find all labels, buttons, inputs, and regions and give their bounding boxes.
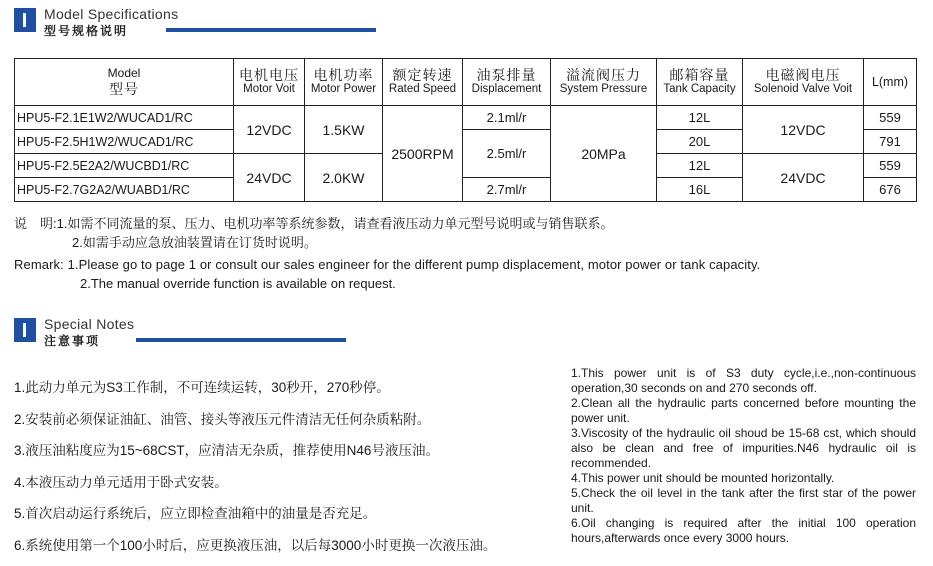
cell-length: 676	[864, 178, 917, 202]
list-item: 2.Clean all the hydraulic parts concerned before mounting the power unit.	[571, 396, 916, 425]
list-item: 3.液压油粘度应为15~68CST，应清洁无杂质，推荐使用N46号液压油。	[14, 443, 439, 458]
section-rule	[166, 28, 376, 32]
cell-system-pressure: 20MPa	[551, 106, 657, 202]
table-header-row	[15, 59, 917, 106]
list-item: 5.首次启动运行系统后，应立即检查油箱中的油量是否充足。	[14, 506, 377, 521]
cell-tank-capacity: 16L	[657, 178, 743, 202]
remark-en-label: Remark:	[14, 257, 64, 272]
cell-tank-capacity: 12L	[657, 106, 743, 130]
remark-cn-1: 说 明:1.如需不同流量的泵、压力、电机功率等系统参数，请查看液压动力单元型号说明或与销售联系。	[14, 216, 614, 231]
cell-displacement: 2.7ml/r	[463, 178, 551, 202]
header-length: L(mm)	[864, 59, 917, 106]
cell-length: 559	[864, 106, 917, 130]
header-motor-voltage: 电机电压 Motor Voit	[234, 59, 305, 106]
list-item: 1.This power unit is of S3 duty cycle,i.e.,non-continuous operation,30 seconds on and 270 seconds off.	[571, 366, 916, 395]
cell-motor-voltage: 12VDC	[234, 106, 305, 154]
header-motor-power: 电机功率 Motor Power	[305, 59, 383, 106]
notes-en-list	[571, 366, 916, 546]
specs-title-en: Model Specifications	[44, 6, 179, 22]
cell-displacement: 2.5ml/r	[463, 130, 551, 178]
section-marker-icon	[14, 318, 36, 342]
cell-model: HPU5-F2.1E1W2/WUCAD1/RC	[15, 106, 234, 130]
list-item: 2.安装前必须保证油缸、油管、接头等液压元件清洁无任何杂质粘附。	[14, 411, 431, 427]
remark-cn-2: 2.如需手动应急放油装置请在订货时说明。	[72, 235, 317, 250]
cell-model: HPU5-F2.5E2A2/WUCBD1/RC	[15, 154, 234, 178]
header-model: Model 型号	[15, 59, 234, 106]
cell-rated-speed: 2500RPM	[383, 106, 463, 202]
table-row	[15, 106, 917, 130]
cell-displacement: 2.1ml/r	[463, 106, 551, 130]
spec-table	[14, 58, 917, 202]
cell-solenoid-voltage: 12VDC	[743, 106, 864, 154]
header-rated-speed: 额定转速 Rated Speed	[383, 59, 463, 106]
list-item: 3.Viscosity of the hydraulic oil shoud be 15-68 cst, which should also be clean and free of impurities.N46 hydraulic oil is recommended.	[571, 426, 916, 470]
specs-section-header	[14, 6, 414, 38]
remark-cn-label: 说 明:	[14, 216, 57, 231]
list-item: 4.This power unit should be mounted horizontally.	[571, 471, 835, 485]
section-rule	[136, 338, 346, 342]
notes-cn-list	[14, 376, 496, 565]
cell-tank-capacity: 12L	[657, 154, 743, 178]
cell-motor-voltage: 24VDC	[234, 154, 305, 202]
list-item: 5.Check the oil level in the tank after the first star of the power unit.	[571, 486, 916, 515]
cell-length: 791	[864, 130, 917, 154]
cell-solenoid-voltage: 24VDC	[743, 154, 864, 202]
remarks-block	[14, 214, 760, 293]
notes-title-cn: 注意事项	[44, 334, 101, 348]
notes-section-header	[14, 316, 414, 348]
cell-motor-power: 2.0KW	[305, 154, 383, 202]
list-item: 6.Oil changing is required after the initial 100 operation hours,afterwards once every 3000 hours.	[571, 516, 916, 545]
notes-title-en: Special Notes	[44, 316, 135, 332]
cell-model: HPU5-F2.5H1W2/WUCAD1/RC	[15, 130, 234, 154]
remark-en-2: 2.The manual override function is available on request.	[80, 276, 396, 291]
header-displacement: 油泵排量 Displacement	[463, 59, 551, 106]
cell-length: 559	[864, 154, 917, 178]
specs-title-cn: 型号规格说明	[44, 24, 129, 38]
list-item: 4.本液压动力单元适用于卧式安装。	[14, 474, 228, 490]
cell-motor-power: 1.5KW	[305, 106, 383, 154]
header-solenoid-voltage: 电磁阀电压 Solenoid Valve Voit	[743, 59, 864, 106]
header-system-pressure: 溢流阀压力 System Pressure	[551, 59, 657, 106]
list-item: 6.系统使用第一个100小时后，应更换液压油，以后每3000小时更换一次液压油。	[14, 537, 497, 553]
remark-en-1: Remark: 1.Please go to page 1 or consult our sales engineer for the different pump displacement, motor power or tank capacity.	[14, 257, 761, 272]
cell-tank-capacity: 20L	[657, 130, 743, 154]
list-item: 1.此动力单元为S3工作制，不可连续运转，30秒开，270秒停。	[14, 380, 390, 395]
cell-model: HPU5-F2.7G2A2/WUABD1/RC	[15, 178, 234, 202]
section-marker-icon	[14, 8, 36, 32]
header-tank-capacity: 邮箱容量 Tank Capacity	[657, 59, 743, 106]
